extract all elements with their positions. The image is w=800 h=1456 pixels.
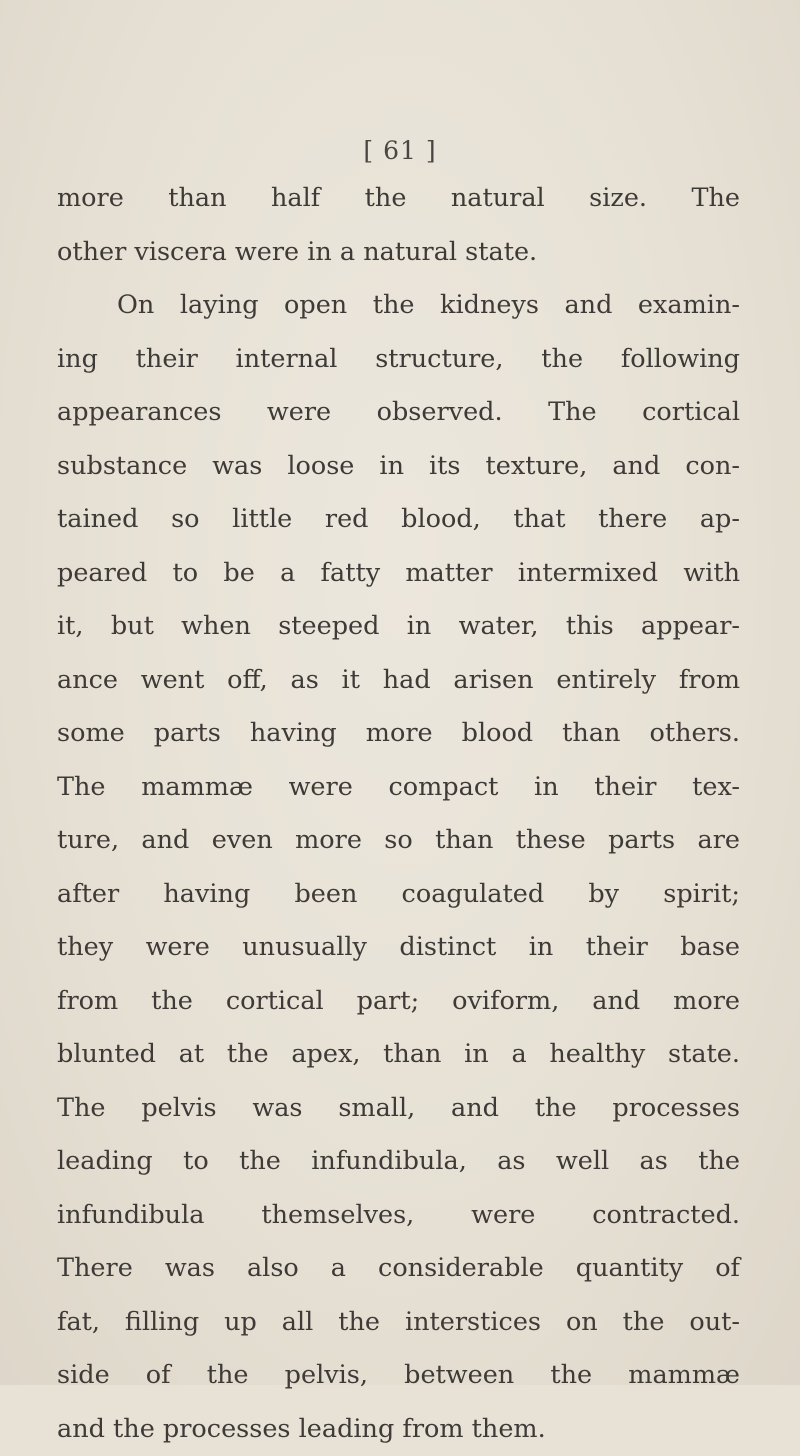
text-line: There was also a considerable quantity of [57,1242,740,1296]
text-line: side of the pelvis, between the mammæ [57,1349,740,1403]
page-number: [ 61 ] [0,136,800,165]
text-line: substance was loose in its texture, and con- [57,440,740,494]
text-line: it, but when steeped in water, this appear- [57,600,740,654]
text-line: infundibula themselves, were contracted. [57,1189,740,1243]
text-line: ture, and even more so than these parts are [57,814,740,868]
text-line: more than half the natural size. The [57,172,740,226]
text-line: tained so little red blood, that there ap- [57,493,740,547]
text-line: ance went off, as it had arisen entirely from [57,654,740,708]
body-text [57,172,740,1456]
text-line: blunted at the apex, than in a healthy state. [57,1028,740,1082]
text-line: after having been coagulated by spirit; [57,868,740,922]
text-line: leading to the infundibula, as well as the [57,1135,740,1189]
text-line: ing their internal structure, the following [57,333,740,387]
text-line: from the cortical part; oviform, and more [57,975,740,1029]
text-line: they were unusually distinct in their base [57,921,740,975]
text-line: appearances were observed. The cortical [57,386,740,440]
text-line: some parts having more blood than others. [57,707,740,761]
text-line: fat, filling up all the interstices on the out- [57,1296,740,1350]
text-line: The mammæ were compact in their tex- [57,761,740,815]
text-line: other viscera were in a natural state. [57,226,740,280]
text-line: peared to be a fatty matter intermixed with [57,547,740,601]
text-line: The pelvis was small, and the processes [57,1082,740,1136]
text-line: and the processes leading from them. [57,1403,740,1456]
text-line: On laying open the kidneys and examin- [57,279,740,333]
